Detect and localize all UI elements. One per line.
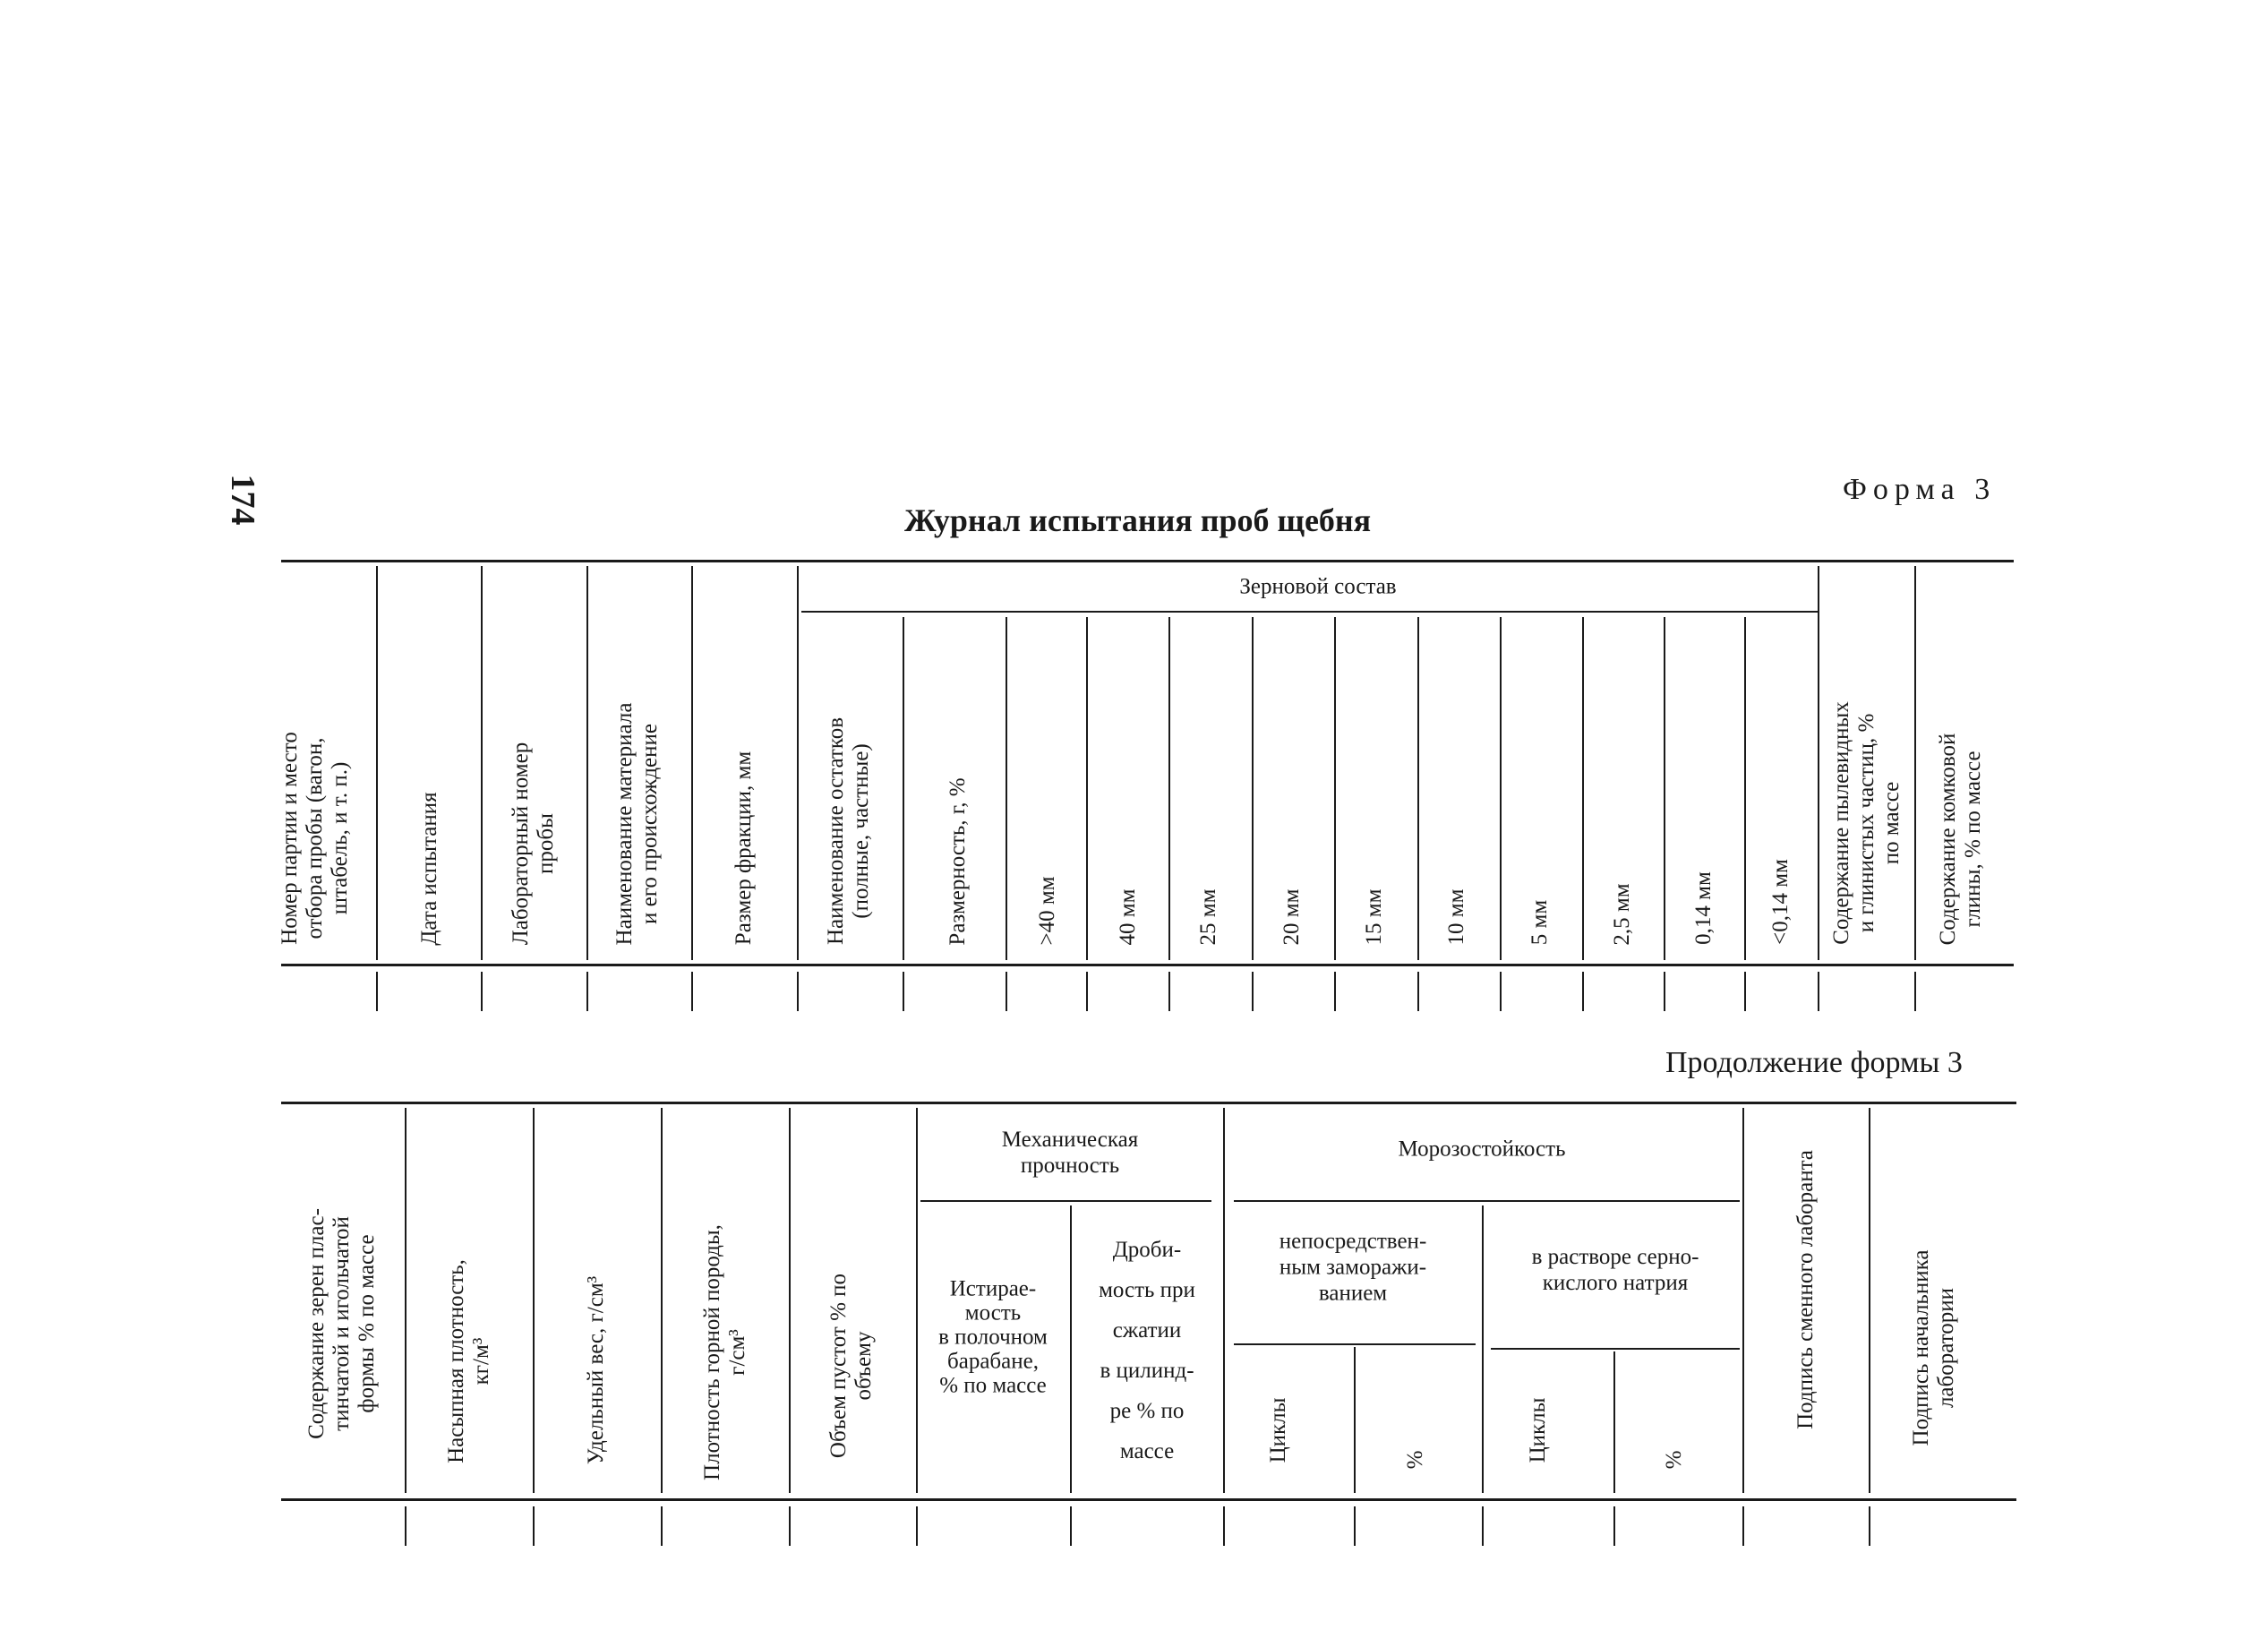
t1-col-13: 5 мм <box>1528 899 1552 946</box>
t2-col-head-signature: Подпись начальника лаборатории <box>1909 1249 1958 1446</box>
page-number: 174 <box>224 474 261 526</box>
t1-col-15: 0,14 мм <box>1691 871 1716 945</box>
t2-frost-solution-percent: % <box>1662 1450 1686 1470</box>
t1-col-14: 2,5 мм <box>1610 882 1634 946</box>
t2-mech-abrasion: Истирае- мость в полочном барабане, % по массе <box>938 1276 1048 1398</box>
t2-frost-direct-cycles: Циклы <box>1266 1397 1290 1463</box>
t1-col-11: 15 мм <box>1362 888 1386 945</box>
page-title: Журнал испытания проб щебня <box>904 502 1372 538</box>
t2-frost-direct-percent: % <box>1403 1450 1427 1470</box>
t2-frost-direct: непосредствен- ным заморажи- ванием <box>1279 1229 1427 1306</box>
t2-col-rock-density: Плотность горной породы, г/см³ <box>700 1224 749 1480</box>
t1-col-1: Дата испытания <box>417 791 441 946</box>
t1-col-8: 40 мм <box>1116 888 1140 945</box>
grain-composition-header: Зерновой состав <box>1239 574 1397 599</box>
t1-col-2: Лабораторный номер пробы <box>509 742 558 946</box>
t1-col-9: 25 мм <box>1196 888 1220 945</box>
t2-mech-strength-header: Механическая прочность <box>1001 1128 1139 1178</box>
t1-col-10: 20 мм <box>1279 888 1304 945</box>
t2-frost-solution-cycles: Циклы <box>1526 1397 1550 1463</box>
t2-col-specific-weight: Удельный вес, г/см³ <box>584 1275 608 1465</box>
t2-frost-solution: в растворе серно- кислого натрия <box>1531 1245 1699 1295</box>
t1-col-4: Размер фракции, мм <box>732 751 756 946</box>
t1-col-18: Содержание комковой глины, % по массе <box>1936 733 1985 945</box>
t2-col-flaky-grains: Содержание зерен плас- тинчатой и игольчатой формы % по массе <box>304 1208 379 1439</box>
t2-col-shift-signature: Подпись сменного лаборанта <box>1793 1150 1818 1429</box>
t1-col-6: Размерность, г, % <box>946 776 970 946</box>
t1-col-17: Содержание пылевидных и глинистых частиц, % по массе <box>1829 701 1904 945</box>
t1-col-16: <0,14 мм <box>1768 859 1793 945</box>
continuation-label: Продолжение формы 3 <box>1665 1046 1963 1079</box>
t2-col-bulk-density: Насыпная плотность, кг/м³ <box>444 1259 493 1463</box>
t1-col-7: >40 мм <box>1035 876 1059 945</box>
t1-col-0: Номер партии и место отбора пробы (вагон, штабель, и т. п.) <box>278 732 352 945</box>
form-label: Форма 3 <box>1843 473 1997 506</box>
t2-col-void-volume: Объем пустот % по объему <box>826 1273 876 1459</box>
t1-col-12: 10 мм <box>1444 888 1468 945</box>
t2-frost-header: Морозостойкость <box>1398 1137 1566 1162</box>
t1-col-5: Наименование остатков (полные, частные) <box>824 716 873 946</box>
t2-mech-crushing: Дроби- мость при сжатии в цилинд- ре % по массе <box>1099 1238 1195 1463</box>
t1-col-3: Наименование материала и его происхождение <box>612 702 662 945</box>
